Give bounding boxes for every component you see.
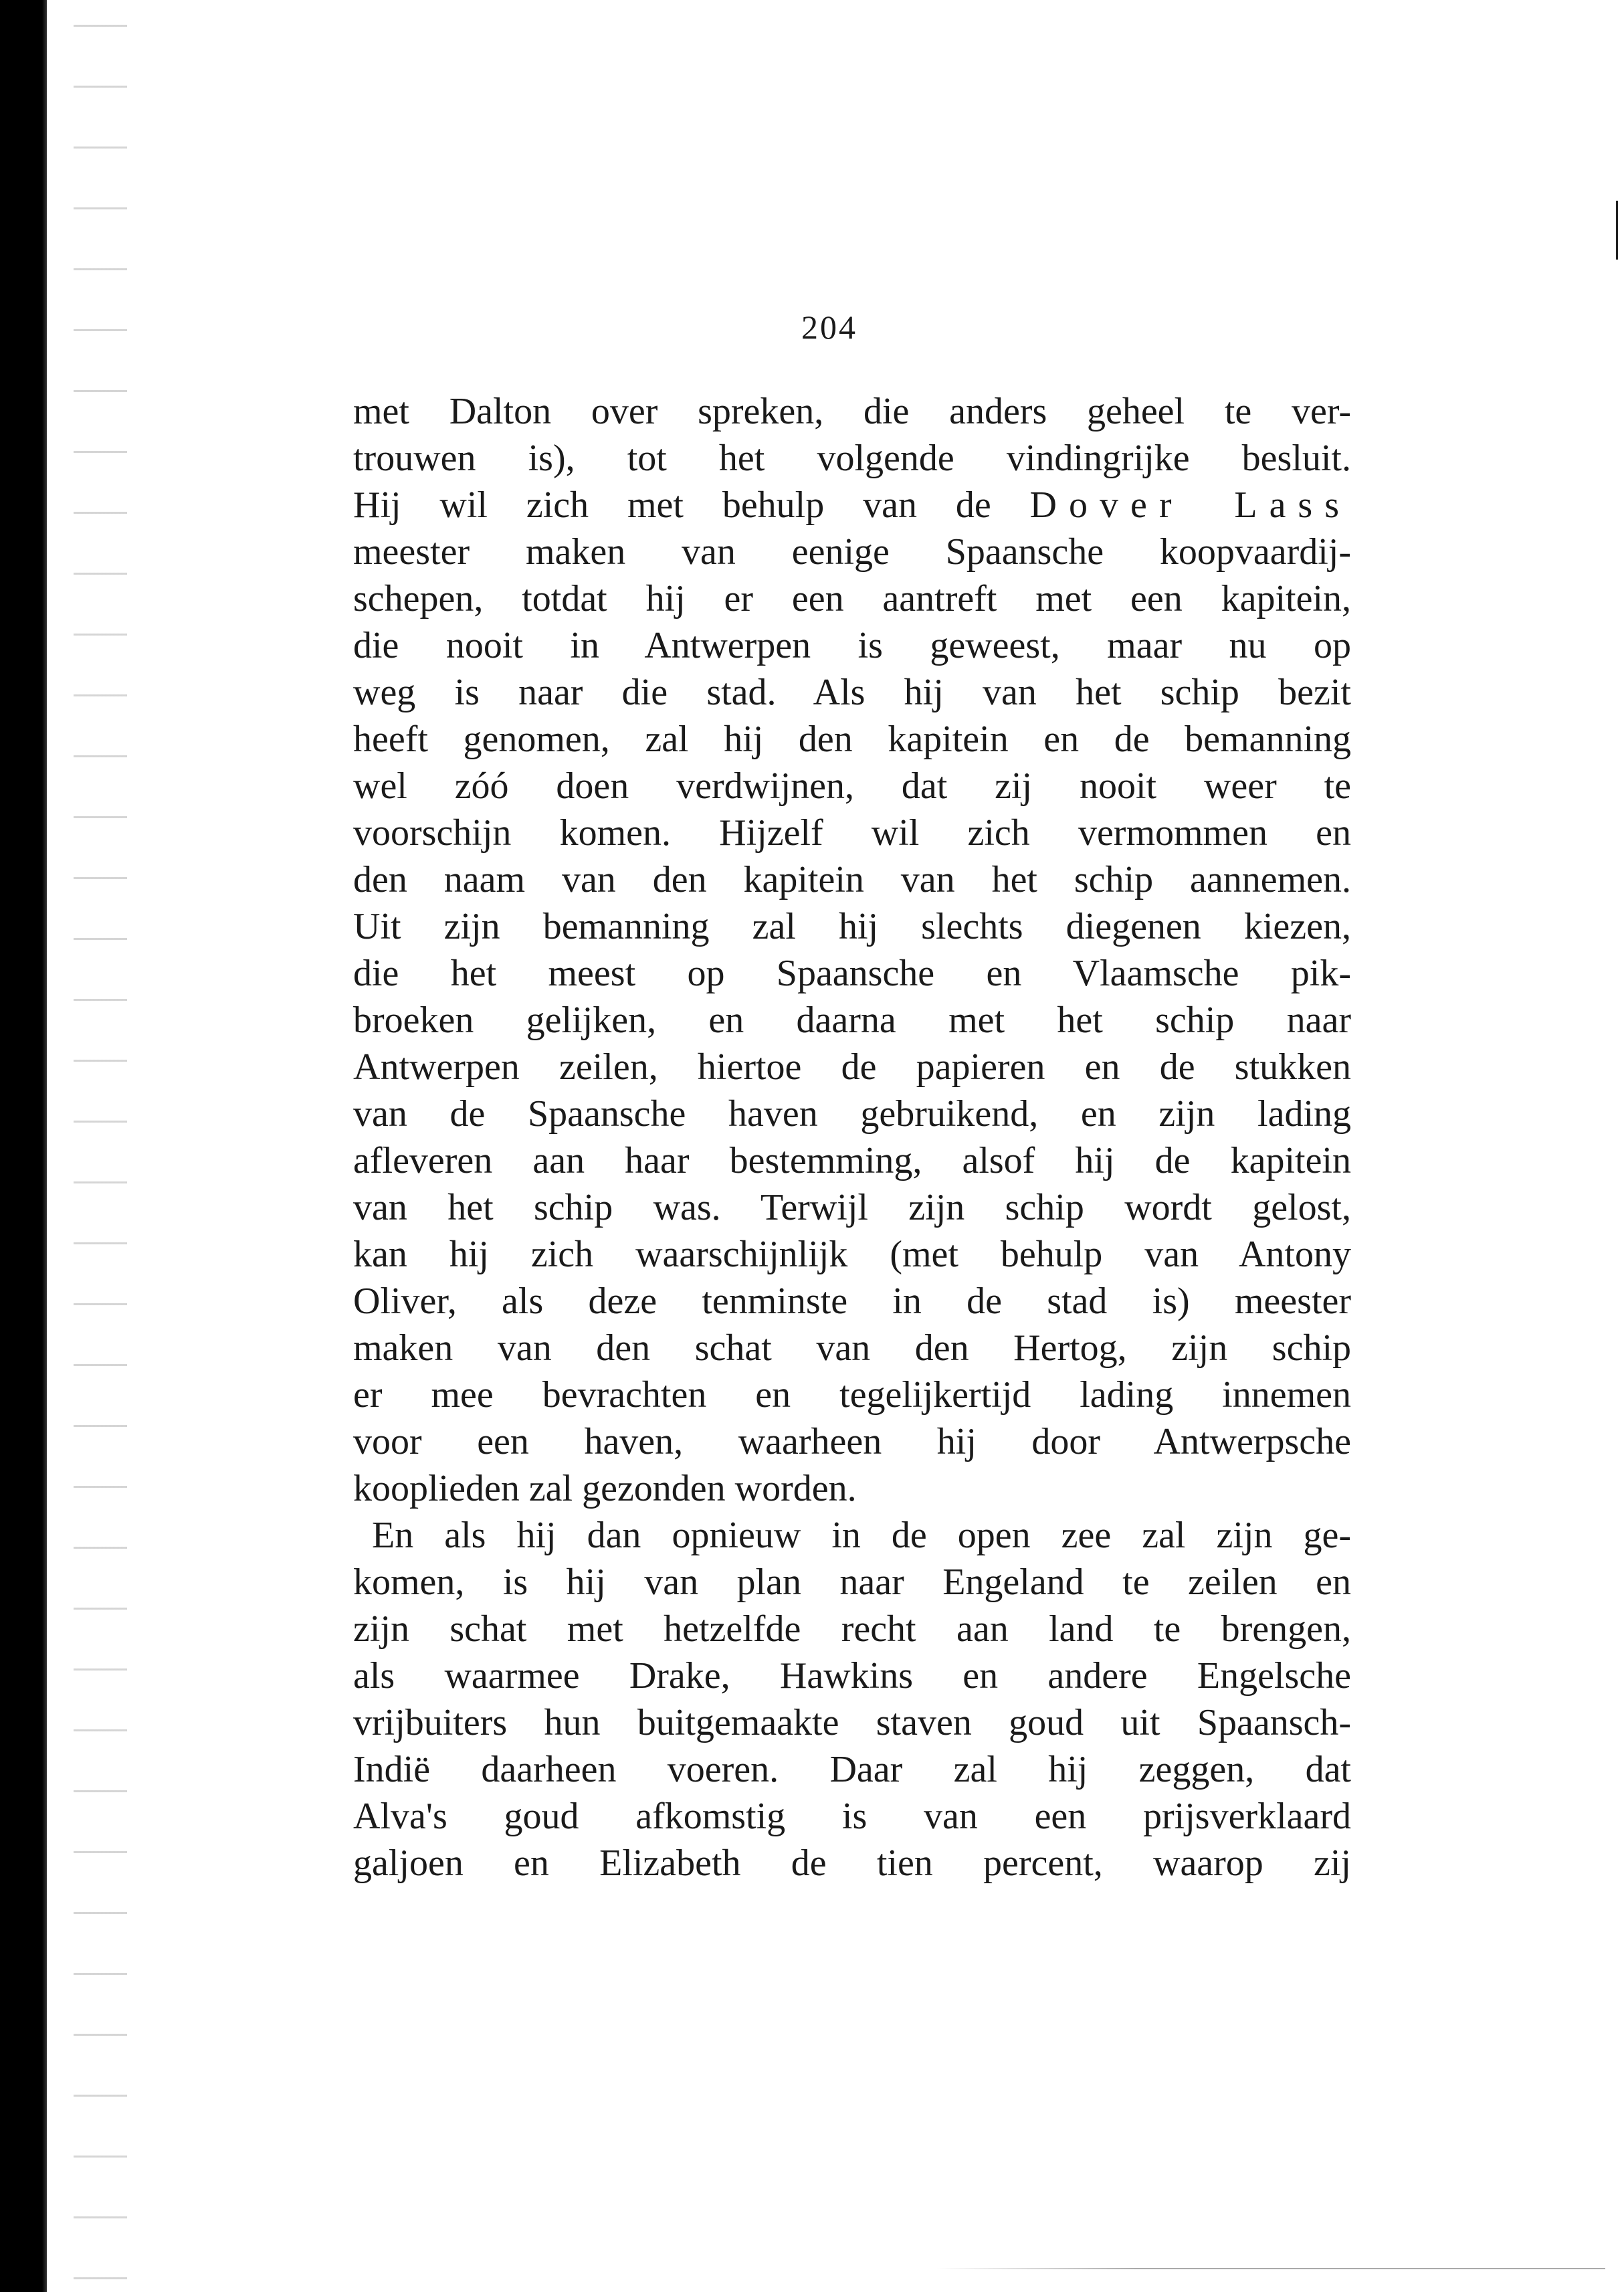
text-line: kan hij zich waarschijnlijk (met behulp van Antony [353, 1234, 1351, 1275]
text-line: galjoen en Elizabeth de tien percent, waarop zij [353, 1842, 1351, 1884]
ship-name: Dover Lass [1029, 484, 1352, 526]
text-line: zijn schat met hetzelfde recht aan land te brengen, [353, 1608, 1351, 1650]
text-line: die het meest op Spaansche en Vlaamsche pik- [353, 953, 1351, 994]
text-line: maken van den schat van den Hertog, zijn schip [353, 1327, 1351, 1369]
text-line: Uit zijn bemanning zal hij slechts diegenen kiezen, [353, 906, 1351, 947]
text-line: die nooit in Antwerpen is geweest, maar nu op [353, 625, 1351, 666]
text-line: wel zóó doen verdwijnen, dat zij nooit weer te [353, 765, 1351, 807]
text-line: er mee bevrachten en tegelijkertijd lading innemen [353, 1374, 1351, 1416]
text-line: komen, is hij van plan naar Engeland te zeilen en [353, 1561, 1351, 1603]
text-line: vrijbuiters hun buitgemaakte staven goud uit Spaansch- [353, 1702, 1351, 1743]
text-line: meester maken van eenige Spaansche koopvaardij- [353, 531, 1351, 573]
edge-mark [1616, 201, 1618, 260]
text-line: den naam van den kapitein van het schip aannemen. [353, 859, 1351, 900]
text-line: Oliver, als deze tenminste in de stad is) meester [353, 1280, 1351, 1322]
binding-shadow [74, 0, 127, 2292]
text-line: Antwerpen zeilen, hiertoe de papieren en de stukken [353, 1046, 1351, 1088]
body-text [353, 388, 1351, 1887]
text-line: van de Spaansche haven gebruikend, en zijn lading [353, 1093, 1351, 1135]
text-line: weg is naar die stad. Als hij van het schip bezit [353, 672, 1351, 713]
text-line-prefix: Hij wil zich met behulp van de [353, 484, 1030, 526]
binding-edge [0, 0, 47, 2292]
text-line: van het schip was. Terwijl zijn schip wordt gelost, [353, 1187, 1351, 1228]
text-line-ship-name [353, 482, 1351, 529]
text-line: met Dalton over spreken, die anders geheel te ver- [353, 391, 1351, 432]
text-line: Alva's goud afkomstig is van een prijsverklaard [353, 1796, 1351, 1837]
text-line: schepen, totdat hij er een aantreft met een kapitein, [353, 578, 1351, 619]
text-line: heeft genomen, zal hij den kapitein en de bemanning [353, 719, 1351, 760]
text-line-paragraph-start: En als hij dan opnieuw in de open zee zal zijn ge- [372, 1515, 1351, 1556]
text-line: afleveren aan haar bestemming, alsof hij de kapitein [353, 1140, 1351, 1181]
text-line: trouwen is), tot het volgende vindingrijke besluit. [353, 438, 1351, 479]
text-line: als waarmee Drake, Hawkins en andere Engelsche [353, 1655, 1351, 1697]
text-line-paragraph-end: kooplieden zal gezonden worden. [353, 1468, 857, 1509]
text-line: broeken gelijken, en daarna met het schip naar [353, 999, 1351, 1041]
text-line: Indië daarheen voeren. Daar zal hij zeggen, dat [353, 1749, 1351, 1790]
text-line: voor een haven, waarheen hij door Antwerpsche [353, 1421, 1351, 1462]
page-number: 204 [801, 308, 857, 346]
bottom-edge-rule [936, 2268, 1605, 2269]
text-line: voorschijn komen. Hijzelf wil zich vermommen en [353, 812, 1351, 854]
